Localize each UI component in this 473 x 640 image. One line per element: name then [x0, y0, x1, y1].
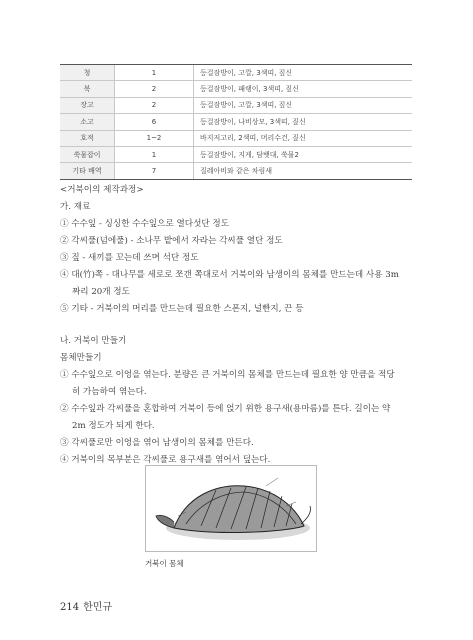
- table-row: [60, 163, 412, 179]
- making-heading: 나. 거북이 만들기: [60, 336, 127, 346]
- step-2-cont: 2m 정도가 되게 한다.: [72, 421, 155, 431]
- turtle-body-illustration: [146, 466, 316, 551]
- body-making-heading: 몸체만들기: [60, 353, 102, 363]
- count-cell: 1: [115, 65, 194, 81]
- costume-table-grid: [60, 64, 412, 180]
- materials-heading: 가. 재료: [60, 202, 91, 212]
- step-3: ③ 각씨풀로만 이엉을 엮어 남생이의 몸체를 만든다.: [60, 438, 254, 448]
- count-cell: 1: [115, 146, 194, 162]
- step-1-cont: 히 가늠하여 엮는다.: [72, 387, 147, 397]
- page-number: 214: [60, 602, 80, 613]
- count-cell: 1~2: [115, 130, 194, 146]
- count-cell: 7: [115, 163, 194, 179]
- costume-table: [60, 64, 412, 180]
- costume-cell: 등걸잠방이, 고깔, 3색띠, 짚신: [194, 97, 413, 113]
- costume-cell: 등걸잠방이, 패랭이, 3색띠, 짚신: [194, 81, 413, 97]
- costume-cell: 바지저고리, 2색띠, 머리수건, 짚신: [194, 130, 413, 146]
- table-row: [60, 114, 412, 130]
- count-cell: 6: [115, 114, 194, 130]
- table-row: [60, 130, 412, 146]
- role-cell: 기타 배역: [60, 163, 115, 179]
- role-cell: 장고: [60, 97, 115, 113]
- material-item-5: ⑤ 기타 - 거북이의 머리를 만드는데 필요한 스폰지, 널빤지, 끈 등: [60, 304, 304, 314]
- page-footer: [60, 598, 112, 613]
- count-cell: 2: [115, 81, 194, 97]
- role-cell: 청: [60, 65, 115, 81]
- costume-cell: 등걸잠방이, 고깔, 3색띠, 짚신: [194, 65, 413, 81]
- costume-cell: 등걸잠방이, 나비상모, 3색띠, 짚신: [194, 114, 413, 130]
- step-1: ① 수수잎으로 이엉을 엮는다. 분량은 큰 거북이의 몸체를 만드는데 필요한 양 만큼을 적당: [60, 370, 395, 380]
- book-title: 한민규: [83, 602, 113, 613]
- step-2: ② 수수잎과 각씨풀을 혼합하여 거북이 등에 얹기 위한 용구새(용마름)를 튼다. 길이는 약: [60, 404, 391, 414]
- figure-caption: 거북이 몸체: [145, 559, 184, 568]
- table-row: [60, 97, 412, 113]
- material-item-3: ③ 짚 - 새끼를 꼬는데 쓰며 석단 정도: [60, 253, 199, 263]
- count-cell: 2: [115, 97, 194, 113]
- costume-cell: 질레아비와 같은 차림새: [194, 163, 413, 179]
- material-item-4: ④ 대(竹)쪽 - 대나무를 세로로 쪼갠 쪽대로서 거북이와 남생이의 몸체를 만드는데 사용 3m: [60, 270, 399, 280]
- step-4: ④ 거북이의 목부분은 각씨풀로 용구새를 엮어서 덮는다.: [60, 455, 271, 465]
- turtle-body-figure: [145, 465, 317, 552]
- table-row: [60, 65, 412, 81]
- role-cell: 소고: [60, 114, 115, 130]
- table-row: [60, 146, 412, 162]
- section-heading: <거북이의 제작과정>: [60, 185, 144, 195]
- material-item-1: ① 수수잎 - 싱싱한 수수잎으로 열다섯단 정도: [60, 219, 230, 229]
- table-row: [60, 81, 412, 97]
- costume-cell: 등걸잠방이, 지게, 담뱃대, 쑥물2: [194, 146, 413, 162]
- role-cell: 북: [60, 81, 115, 97]
- material-item-4-cont: 짜리 20개 정도: [72, 287, 130, 297]
- material-item-2: ② 각씨풀(넘에풀) - 소나무 밭에서 자라는 각씨풀 열단 정도: [60, 236, 283, 246]
- role-cell: 호적: [60, 130, 115, 146]
- role-cell: 쑥물잡이: [60, 146, 115, 162]
